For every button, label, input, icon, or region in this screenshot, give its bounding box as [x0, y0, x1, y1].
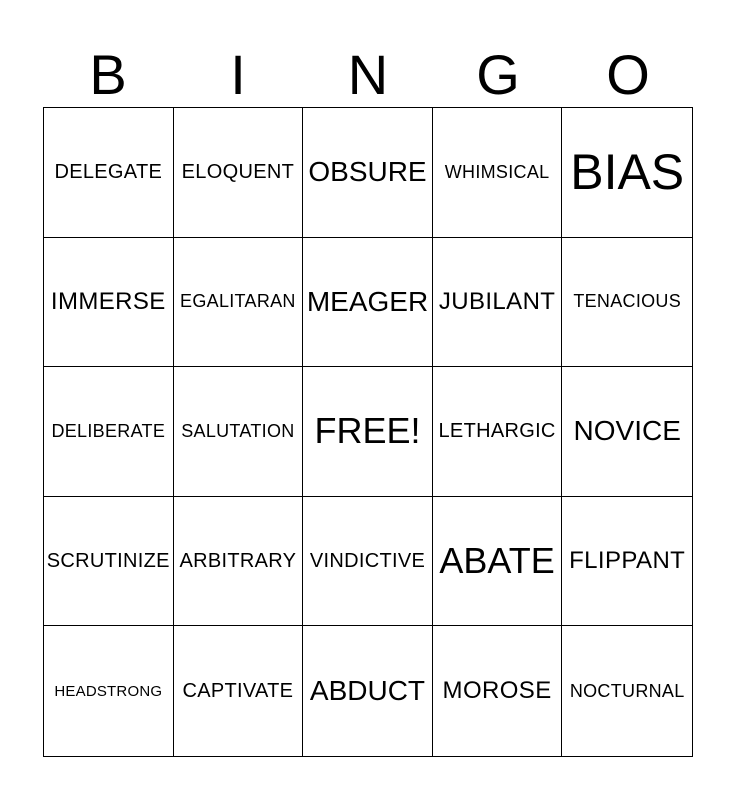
- header-letter-n: N: [347, 43, 389, 106]
- bingo-cell[interactable]: DELIBERATE: [44, 367, 174, 497]
- bingo-cell[interactable]: OBSURE: [303, 108, 433, 238]
- bingo-header: [43, 44, 693, 106]
- bingo-cell[interactable]: EGALITARAN: [174, 238, 304, 368]
- bingo-cell[interactable]: NOCTURNAL: [569, 680, 685, 701]
- bingo-cell[interactable]: ARBITRARY: [174, 497, 304, 627]
- bingo-cell[interactable]: ABDUCT: [303, 626, 433, 756]
- bingo-cell[interactable]: ABATE: [433, 497, 563, 627]
- free-space-cell[interactable]: FREE!: [303, 367, 433, 497]
- bingo-cell[interactable]: ELOQUENT: [174, 108, 304, 238]
- bingo-cell[interactable]: MEAGER: [303, 238, 433, 368]
- header-letter-i: I: [230, 43, 246, 106]
- bingo-cell[interactable]: VINDICTIVE: [303, 497, 433, 627]
- header-letter-b: B: [89, 43, 127, 106]
- bingo-cell[interactable]: SALUTATION: [174, 367, 304, 497]
- bingo-cell[interactable]: NOVICE: [562, 367, 692, 497]
- bingo-cell[interactable]: HEADSTRONG: [44, 626, 174, 756]
- bingo-cell[interactable]: IMMERSE: [44, 238, 174, 368]
- bingo-cell[interactable]: LETHARGIC: [433, 367, 563, 497]
- bingo-cell[interactable]: FLIPPANT: [562, 497, 692, 627]
- bingo-cell[interactable]: JUBILANT: [433, 238, 563, 368]
- header-letter-g: G: [476, 43, 520, 106]
- header-letter-o: O: [606, 43, 650, 106]
- bingo-cell[interactable]: BIAS: [562, 108, 692, 238]
- bingo-cell[interactable]: MOROSE: [433, 626, 563, 756]
- bingo-cell[interactable]: WHIMSICAL: [433, 108, 563, 238]
- bingo-cell[interactable]: CAPTIVATE: [174, 626, 304, 756]
- bingo-board: [43, 107, 693, 757]
- bingo-cell[interactable]: TENACIOUS: [562, 238, 692, 368]
- bingo-cell[interactable]: DELEGATE: [44, 108, 174, 238]
- bingo-cell[interactable]: SCRUTINIZE: [44, 497, 174, 627]
